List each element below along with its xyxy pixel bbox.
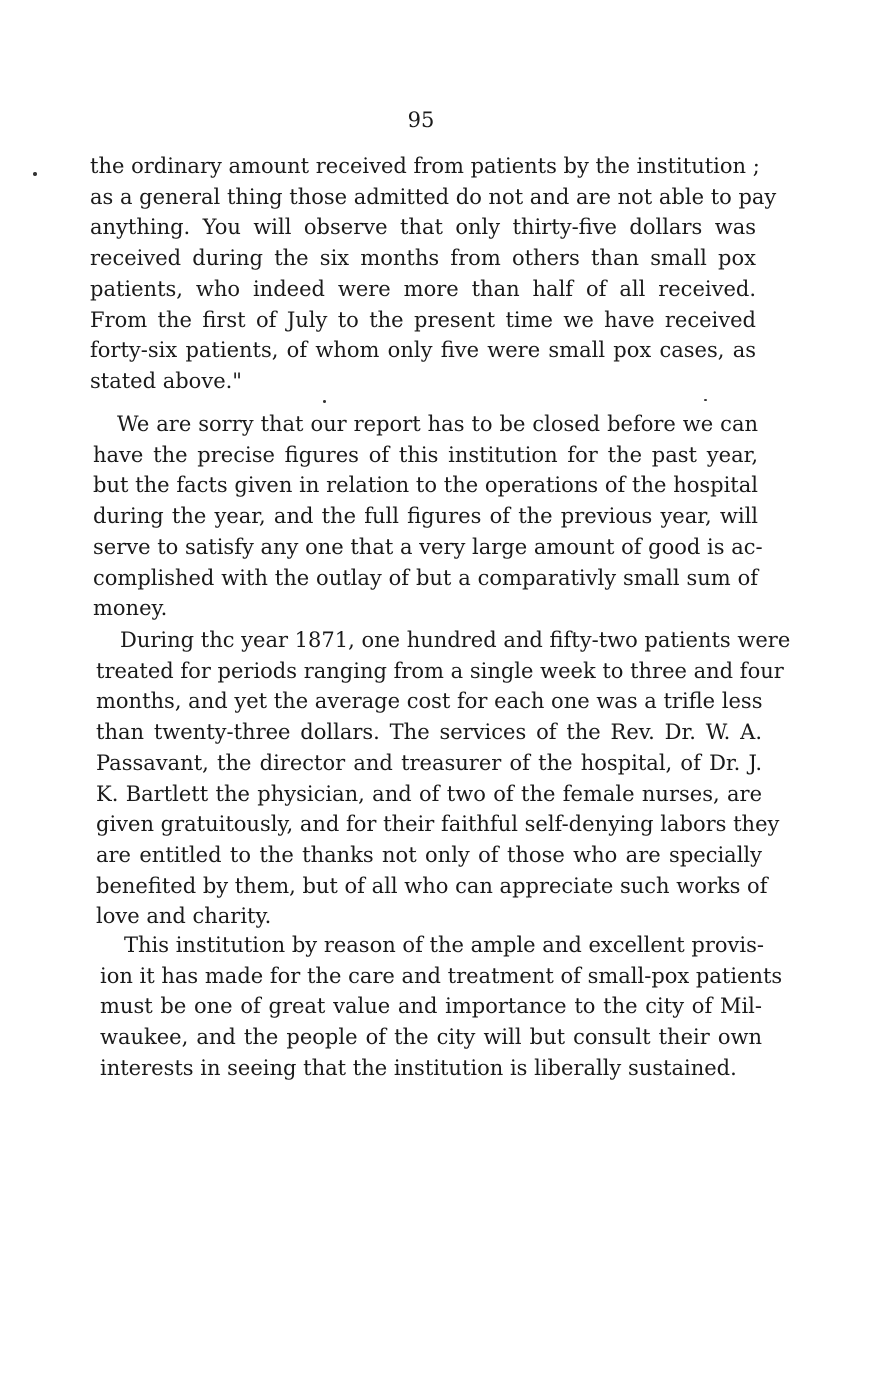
- text-line: forty-six patients, of whom only five were small pox cases, as: [90, 338, 756, 363]
- text-line: as a general thing those admitted do not and are not able to pay: [90, 184, 777, 209]
- text-line: are entitled to the thanks not only of those who are specially: [96, 842, 762, 867]
- text-line: stated above.": [90, 368, 242, 393]
- text-line: benefited by them, but of all who can appreciate such works of: [96, 873, 768, 898]
- text-line: received during the six months from others than small pox: [90, 246, 756, 271]
- text-line: We are sorry that our report has to be closed before we can: [117, 412, 758, 436]
- text-line: complished with the outlay of but a comparativly small sum of: [93, 565, 758, 590]
- text-line: during the year, and the full figures of the previous year, will: [93, 504, 758, 529]
- text-line: Passavant, the director and treasurer of the hospital, of Dr. J.: [96, 750, 762, 775]
- scan-speck: [323, 400, 326, 403]
- text-line: than twenty-three dollars. The services of the Rev. Dr. W. A.: [96, 720, 762, 745]
- text-line: interests in seeing that the institution is liberally sustained.: [100, 1055, 737, 1080]
- text-line: the ordinary amount received from patients by the institution ;: [90, 154, 760, 178]
- text-line: money.: [93, 596, 168, 621]
- text-line: but the facts given in relation to the operations of the hospital: [93, 473, 758, 498]
- text-line: waukee, and the people of the city will but consult their own: [100, 1025, 762, 1050]
- text-line: given gratuitously, and for their faithful self-denying labors they: [96, 812, 780, 837]
- text-line: months, and yet the average cost for each one was a trifle less: [96, 689, 763, 714]
- scan-speck: [33, 172, 37, 176]
- text-line: have the precise figures of this institution for the past year,: [93, 442, 758, 467]
- text-line: anything. You will observe that only thirty-five dollars was: [90, 215, 756, 240]
- text-line: K. Bartlett the physician, and of two of the female nurses, are: [96, 781, 762, 806]
- text-line: This institution by reason of the ample and excellent provis-: [124, 933, 764, 957]
- paragraph-2: [93, 409, 763, 624]
- paragraph-4: [100, 930, 783, 1084]
- text-line: patients, who indeed were more than half of all received.: [90, 276, 756, 301]
- paragraph-3: [96, 625, 791, 932]
- text-line: During thc year 1871, one hundred and fifty-two patients were: [120, 628, 791, 652]
- text-line: serve to satisfy any one that a very large amount of good is ac-: [93, 534, 763, 559]
- page-number: 95: [407, 108, 435, 132]
- text-line: From the first of July to the present time we have received: [90, 307, 756, 332]
- scan-speck: [704, 399, 707, 401]
- text-line: treated for periods ranging from a single week to three and four: [96, 658, 784, 683]
- paragraph-1: [90, 151, 777, 397]
- text-line: must be one of great value and importance to the city of Mil-: [100, 994, 762, 1019]
- text-line: ion it has made for the care and treatment of small-pox patients: [100, 963, 783, 988]
- text-line: love and charity.: [96, 904, 272, 929]
